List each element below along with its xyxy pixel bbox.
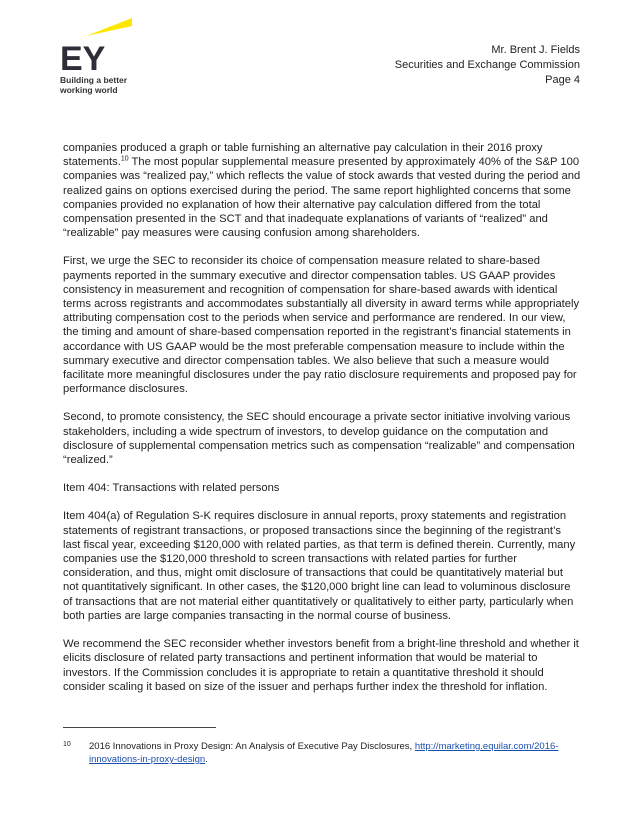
logo-tagline-line1: Building a better (60, 75, 128, 85)
recipient-name: Mr. Brent J. Fields (491, 44, 580, 56)
logo-letters: EY (60, 40, 106, 72)
ey-logo-mark (60, 10, 140, 72)
logo-accent-beam (86, 18, 132, 36)
footnote-body (89, 740, 583, 766)
ey-logo (60, 10, 140, 95)
paragraph-2: First, we urge the SEC to reconsider its choice of compensation measure related to share-based payments reported in the summary executive and director compensation tables. US GAAP provides consistency in measurement and recognition of compensation for share-based awards with identical terms across registrants and accommodates substantially all diversity in award terms while appropriately attributing compensation cost to the periods when service and performance are rendered. In our view, the timing and amount of share-based compensation reported in the registrant’s financial statements in accordance with US GAAP would be the most preferable compensation measure to include within the summary executive and director compensation tables. We also believe that such a measure would facilitate more meaningful disclosures under the pay ratio disclosure requirements and proposed pay for performance disclosures. (63, 255, 580, 396)
letter-header (395, 43, 580, 88)
footnote-divider (63, 727, 216, 728)
logo-tagline-line2: working world (60, 85, 118, 95)
paragraph-1-text-a: companies produced a graph or table furnishing an alternative pay calculation in their 2016 proxy statements. (63, 142, 543, 169)
footnote-10 (63, 740, 583, 766)
paragraph-3: Second, to promote consistency, the SEC should encourage a private sector initiative involving various stakeholders, including a wide spectrum of investors, to develop guidance on the computation and disclosure of supplemental compensation metrics such as compensation “realizable” and compensation “realized.” (63, 411, 575, 467)
paragraph-1 (63, 141, 581, 240)
footnote-end: . (205, 754, 208, 765)
paragraph-1-text-b: The most popular supplemental measure presented by approximately 40% of the S&P 100 companies was “realized pay,” which reflects the value of stock awards that vested during the period and realized gains on options exercised during the period. The same report highlighted concerns that some companies provided no explanation of how their alternative pay calculation differed from the total compensation presented in the SCT and that inadequate explanations of variants of “realized” and “realizable” pay measures were causing confusion among shareholders. (63, 156, 581, 240)
letter-body (63, 141, 581, 708)
footnote-ref-10[interactable]: 10 (120, 155, 129, 163)
section-heading-item-404: Item 404: Transactions with related persons (63, 482, 280, 495)
footnote-text: 2016 Innovations in Proxy Design: An Analysis of Executive Pay Disclosures, (89, 741, 415, 752)
page-number: Page 4 (545, 74, 580, 86)
paragraph-5: We recommend the SEC reconsider whether investors benefit from a bright-line threshold and whether it elicits disclosure of related party transactions and pertinent information that would be material to investors. If the Commission concludes it is appropriate to retain a quantitative threshold it should consider scaling it based on size of the issuer and perhaps further index the threshold for inflation. (63, 638, 579, 693)
recipient-organization: Securities and Exchange Commission (394, 59, 580, 71)
footnote-number: 10 (63, 741, 71, 748)
paragraph-4: Item 404(a) of Regulation S-K requires disclosure in annual reports, proxy statements and registration statements of registrant transactions, or proposed transactions since the beginning of the registrant’s last fiscal year, exceeding $120,000 with related parties, as that term is defined therein. Currently, many companies use the $120,000 threshold to screen transactions with related parties for further consideration, and thus, might omit disclosure of transactions that could be quantitatively material but not quantitatively significant. In other cases, the $120,000 bright line can lead to voluminous disclosure of transactions that are not material either quantitatively or qualitatively to either party, particularly when both parties are large companies transacting in the normal course of business. (63, 510, 576, 622)
logo-tagline (60, 75, 140, 95)
footnote-link[interactable]: http://marketing.equilar.com/2016-innovations-in-proxy-design (89, 741, 559, 765)
